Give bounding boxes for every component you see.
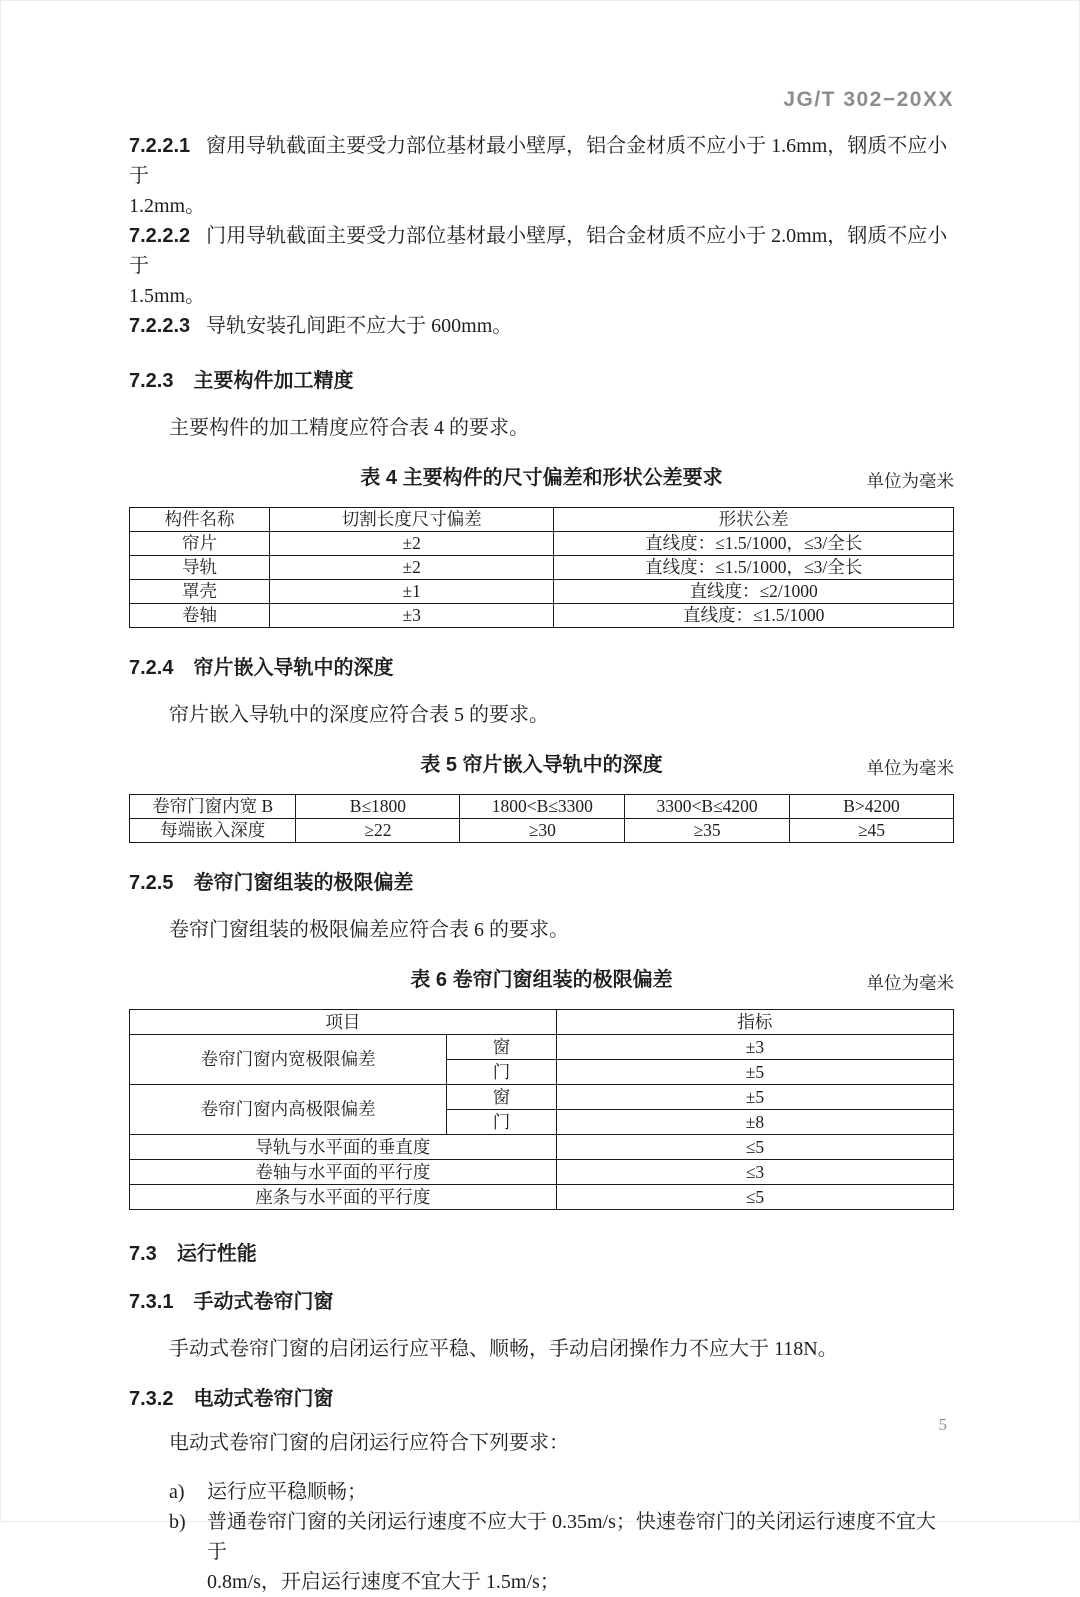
table-4 bbox=[129, 507, 954, 628]
table-cell: 3300<B≤4200 bbox=[625, 795, 790, 819]
table-row bbox=[130, 1135, 954, 1160]
clause-text: 窗用导轨截面主要受力部位基材最小壁厚，铝合金材质不应小于 1.6mm，钢质不应小于 bbox=[129, 135, 948, 187]
section-intro-732: 电动式卷帘门窗的启闭运行应符合下列要求： bbox=[169, 1432, 569, 1454]
table-cell: 导轨与水平面的垂直度 bbox=[130, 1135, 557, 1160]
table-row bbox=[130, 1035, 954, 1060]
table-cell: 导轨 bbox=[130, 556, 270, 580]
clause-7221-cont bbox=[129, 191, 954, 221]
table-cell: 罩壳 bbox=[130, 580, 270, 604]
clause-7223 bbox=[129, 311, 954, 341]
table-cell: ±3 bbox=[270, 604, 554, 628]
clause-text: 1.5mm。 bbox=[129, 285, 206, 307]
table4-caption-row bbox=[129, 466, 954, 492]
table4-caption: 表 4 主要构件的尺寸偏差和形状公差要求 bbox=[360, 467, 723, 489]
table-row bbox=[130, 795, 954, 819]
heading-number: 7.2.5 bbox=[129, 872, 174, 894]
table6-caption: 表 6 卷帘门窗组装的极限偏差 bbox=[410, 969, 673, 991]
list-marker: a) bbox=[169, 1481, 185, 1503]
table-row bbox=[130, 580, 954, 604]
table-cell: 直线度：≤2/1000 bbox=[554, 580, 954, 604]
heading-title: 电动式卷帘门窗 bbox=[193, 1388, 334, 1410]
table-cell: ±3 bbox=[556, 1035, 953, 1060]
table5-unit-note: 单位为毫米 bbox=[866, 758, 954, 778]
table-cell: ±2 bbox=[270, 556, 554, 580]
heading-number: 7.2.3 bbox=[129, 370, 174, 392]
table-cell: ±5 bbox=[556, 1060, 953, 1085]
table-row bbox=[130, 556, 954, 580]
clause-text: 门用导轨截面主要受力部位基材最小壁厚，铝合金材质不应小于 2.0mm，钢质不应小于 bbox=[129, 225, 948, 277]
section-body-731: 手动式卷帘门窗的启闭运行应平稳、顺畅，手动启闭操作力不应大于 118N。 bbox=[169, 1338, 838, 1360]
table-row bbox=[130, 532, 954, 556]
table-6 bbox=[129, 1009, 954, 1210]
table-cell: 窗 bbox=[447, 1035, 557, 1060]
heading-number: 7.2.4 bbox=[129, 657, 174, 679]
table-5 bbox=[129, 794, 954, 843]
section-body-724: 帘片嵌入导轨中的深度应符合表 5 的要求。 bbox=[169, 704, 549, 726]
table-row bbox=[130, 508, 954, 532]
table-header-cell: 形状公差 bbox=[554, 508, 954, 532]
list-text bbox=[207, 1507, 954, 1597]
table-header-cell: 指标 bbox=[556, 1010, 953, 1035]
table-cell: ±8 bbox=[556, 1110, 953, 1135]
table6-unit-note: 单位为毫米 bbox=[866, 973, 954, 993]
table-row bbox=[130, 1160, 954, 1185]
table-cell: 帘片 bbox=[130, 532, 270, 556]
clause-text: 1.2mm。 bbox=[129, 195, 206, 217]
table-cell: ≤5 bbox=[556, 1135, 953, 1160]
table-header-cell: 切割长度尺寸偏差 bbox=[270, 508, 554, 532]
table5-caption-row bbox=[129, 753, 954, 779]
table-cell: ±5 bbox=[556, 1085, 953, 1110]
clause-7222-cont bbox=[129, 281, 954, 311]
list-text: 运行应平稳顺畅； bbox=[207, 1481, 367, 1503]
heading-number: 7.3.1 bbox=[129, 1291, 174, 1313]
list-item-a bbox=[129, 1477, 954, 1507]
doc-number: JG/T 302−20XX bbox=[783, 88, 954, 111]
table-cell: 直线度：≤1.5/1000，≤3/全长 bbox=[554, 532, 954, 556]
table-cell: 卷轴 bbox=[130, 604, 270, 628]
clause-number: 7.2.2.1 bbox=[129, 135, 191, 157]
list-text-line2: 0.8m/s，开启运行速度不宜大于 1.5m/s； bbox=[207, 1571, 560, 1593]
table-cell: 卷帘门窗内宽 B bbox=[130, 795, 296, 819]
heading-number: 7.3.2 bbox=[129, 1388, 174, 1410]
table-cell: 门 bbox=[447, 1060, 557, 1085]
heading-title: 卷帘门窗组装的极限偏差 bbox=[193, 872, 414, 894]
table-cell: ≤3 bbox=[556, 1160, 953, 1185]
table-cell: ±1 bbox=[270, 580, 554, 604]
section-heading-725 bbox=[129, 871, 954, 895]
clause-7221 bbox=[129, 131, 954, 191]
table-cell: 卷轴与水平面的平行度 bbox=[130, 1160, 557, 1185]
section-heading-731 bbox=[129, 1290, 954, 1314]
page-number: 5 bbox=[938, 1415, 947, 1434]
list-text-line1: 普通卷帘门窗的关闭运行速度不应大于 0.35m/s；快速卷帘门的关闭运行速度不宜大于 bbox=[207, 1511, 936, 1563]
table-cell: 直线度：≤1.5/1000 bbox=[554, 604, 954, 628]
section-heading-724 bbox=[129, 656, 954, 680]
table-cell: ≥35 bbox=[625, 819, 790, 843]
table-cell: 门 bbox=[447, 1110, 557, 1135]
table-cell: ±2 bbox=[270, 532, 554, 556]
section-heading-723 bbox=[129, 369, 954, 393]
table-cell: B≤1800 bbox=[296, 795, 460, 819]
section-heading-732 bbox=[129, 1387, 954, 1411]
clause-number: 7.2.2.2 bbox=[129, 225, 191, 247]
table-cell: 每端嵌入深度 bbox=[130, 819, 296, 843]
list-marker: b) bbox=[169, 1511, 186, 1533]
table-row bbox=[130, 1010, 954, 1035]
heading-number: 7.3 bbox=[129, 1243, 157, 1265]
table-cell: 座条与水平面的平行度 bbox=[130, 1185, 557, 1210]
clause-text: 导轨安装孔间距不应大于 600mm。 bbox=[206, 315, 513, 337]
table-cell: 卷帘门窗内宽极限偏差 bbox=[130, 1035, 447, 1085]
table-cell: ≥45 bbox=[790, 819, 954, 843]
heading-title: 主要构件加工精度 bbox=[193, 370, 354, 392]
table-header-cell: 构件名称 bbox=[130, 508, 270, 532]
table-row bbox=[130, 604, 954, 628]
table-header-cell: 项目 bbox=[130, 1010, 557, 1035]
table-cell: 直线度：≤1.5/1000，≤3/全长 bbox=[554, 556, 954, 580]
table5-caption: 表 5 帘片嵌入导轨中的深度 bbox=[420, 754, 663, 776]
heading-title: 运行性能 bbox=[176, 1243, 257, 1265]
table-cell: ≤5 bbox=[556, 1185, 953, 1210]
heading-title: 手动式卷帘门窗 bbox=[193, 1291, 334, 1313]
table-cell: 卷帘门窗内高极限偏差 bbox=[130, 1085, 447, 1135]
heading-title: 帘片嵌入导轨中的深度 bbox=[193, 657, 394, 679]
table-row bbox=[130, 819, 954, 843]
table-row bbox=[130, 1085, 954, 1110]
list-item-b bbox=[129, 1507, 954, 1597]
table-cell: ≥22 bbox=[296, 819, 460, 843]
clause-number: 7.2.2.3 bbox=[129, 315, 191, 337]
table4-unit-note: 单位为毫米 bbox=[866, 471, 954, 491]
table6-caption-row bbox=[129, 968, 954, 994]
table-row bbox=[130, 1185, 954, 1210]
clause-7222 bbox=[129, 221, 954, 281]
section-body-723: 主要构件的加工精度应符合表 4 的要求。 bbox=[169, 417, 529, 439]
table-cell: 窗 bbox=[447, 1085, 557, 1110]
section-heading-73 bbox=[129, 1242, 954, 1266]
section-body-725: 卷帘门窗组装的极限偏差应符合表 6 的要求。 bbox=[169, 919, 569, 941]
table-cell: B>4200 bbox=[790, 795, 954, 819]
table-cell: ≥30 bbox=[460, 819, 625, 843]
table-cell: 1800<B≤3300 bbox=[460, 795, 625, 819]
